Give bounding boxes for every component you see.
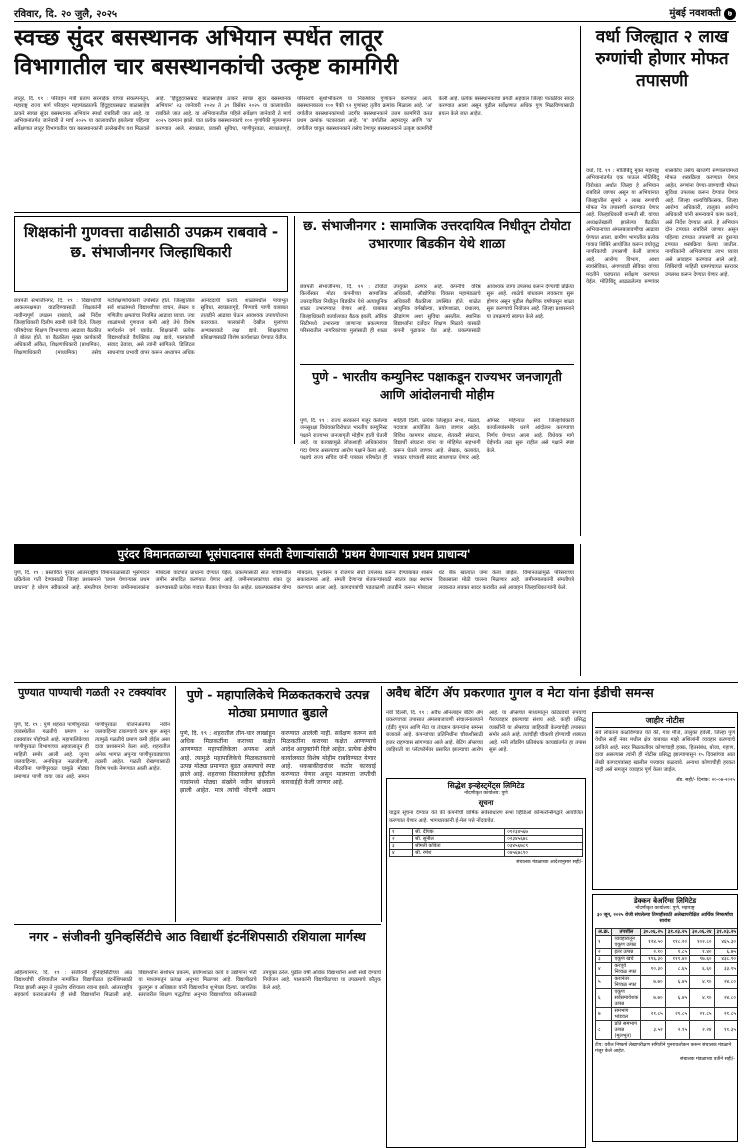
table-row	[596, 955, 739, 962]
story-teachers-headline	[14, 216, 288, 292]
results-sign: संचालक मंडळाच्या वतीने सही/-	[680, 1057, 735, 1063]
table-cell: ०४५६७८९०	[505, 850, 583, 857]
headline: विभागातील चार बसस्थानकांची उत्कृष्ट कामगिरी	[14, 54, 399, 81]
table-cell: श्री. रमेश	[412, 850, 504, 857]
table-cell: २	[390, 836, 413, 843]
table-row	[596, 948, 739, 955]
column-header: ३१.०३.२५	[714, 928, 738, 935]
story-bus-headline	[14, 26, 574, 90]
story-nagar-body: अहिल्यानगर, दि. १९ : संजीवनी युनिव्हर्सिटीच्या आठ विद्यार्थ्यांची रशियातील नामांकित विद्यापीठात इंटर्नशिपसाठी निवड झाली असून ते नुकतेच रशियाला रवाना झाले. आंतरराष्ट्रीय सहकार्य कराराअंतर्गत ही संधी विद्यार्थ्यांना मिळाली आहे. विद्यार्थ्यांना संशोधन प्रकल्प, प्रयोगशाळा कार्य व उद्योगांना भेटी या माध्यमातून प्रत्यक्ष अनुभव मिळणार आहे. विद्यापीठाचे कुलगुरू व अधिष्ठाता यांनी विद्यार्थ्यांना शुभेच्छा दिल्या. जागतिक स्तरावरील शिक्षण पद्धतीचा अनुभव विद्यार्थ्यांच्या करिअरसाठी उपयुक्त ठरेल. पुढील वर्षी अधिक विद्यार्थ्यांना अशी संधी देण्याचे नियोजन आहे. पालकांनी विद्यापीठाच्या या उपक्रमाचे कौतुक केले आहे.	[14, 970, 381, 999]
story-water-headline	[14, 686, 170, 720]
table-cell: ०१२३४५६७	[505, 829, 583, 836]
headline: वर्धा जिल्ह्यात २ लाख रुग्णांची होणार मोफत तपासणी	[595, 27, 729, 92]
table-row	[390, 850, 583, 857]
table-cell: २१.८५	[690, 1007, 714, 1020]
column-header: ३१.०३.२५	[665, 928, 689, 935]
story-teachers-body-continued	[14, 444, 288, 536]
table-cell: श्री. सुनील	[412, 836, 504, 843]
table-cell: ११८.२०	[665, 935, 689, 948]
story-toyota-headline	[300, 218, 574, 280]
table-cell: व्यवहारातून एकूण उत्पन्न	[612, 935, 641, 948]
column-header: तपशील	[612, 928, 641, 935]
table-cell: १०.३०	[641, 962, 665, 975]
table-cell: प्रति समभाग उत्पन्न (मूलभूत)	[612, 1020, 641, 1039]
table-cell: ३.५२	[641, 1020, 665, 1039]
table-cell: १	[390, 829, 413, 836]
table-cell: ६.४५	[665, 975, 689, 988]
notice-body: सर्व लोकांना कळविण्यात येते की, गाव मौजे, तालुका हवेली, जिल्हा पुणे येथील सर्व्हे नंबर मधील क्षेत्र याबाबत माझे अशिलांनी व्यवहार करण्याचे ठरविले आहे. सदर मिळकतीवर कोणाचाही हक्क, हितसंबंध, बोजा, गहाण, दावा असल्यास त्यांनी ही नोटीस प्रसिद्ध झाल्यापासून १५ दिवसांच्या आत लेखी कागदपत्रांसह खालील पत्त्यावर कळवावे. अन्यथा कोणाचीही हरकत नाही असे समजून व्यवहार पूर्ण केला जाईल.	[595, 730, 735, 774]
table-row	[390, 843, 583, 850]
story-water-body: पुणे, दि. १९ : पुणे शहरात पाणीपुरवठा व्यवस्थेतील गळतीचे प्रमाण २२ टक्क्यांवर पोहोचले आहे. महापालिकेच्या पाणीपुरवठा विभागाच्या अहवालातून ही माहिती समोर आली आहे. जुन्या जलवाहिन्या, अनधिकृत नळजोडणी, मीटरविना पाणीपुरवठा यामुळे मोठ्या प्रमाणात पाणी वाया जात आहे. समान पाणीपुरवठा योजनेअंतर्गत नवीन जलवाहिन्या टाकण्याचे काम सुरू असून त्यामुळे गळतीचे प्रमाण कमी होईल असा दावा प्रशासनाने केला आहे. शहरातील अनेक भागात अपुऱ्या पाणीपुरवठ्याच्या तक्रारी आहेत. गळती रोखण्यासाठी विशेष पथके नेमण्यात आली आहेत.	[14, 722, 170, 780]
table-row	[390, 836, 583, 843]
issue-date: रविवार, दि. २० जुलै, २०२५	[14, 8, 118, 20]
table-cell: करानंतर निव्वळ नफा	[612, 975, 641, 988]
table-cell: १२४.५०	[641, 935, 665, 948]
table-cell: ४३८.९०	[714, 955, 738, 962]
story-wardha-headline	[586, 26, 738, 136]
notice-body: याद्वारे सूचना देण्यात येते की कंपनीची वार्षिक सर्वसाधारण सभा व्हिडिओ कॉन्फरन्सिंगद्वारे आयोजित करण्यात येणार आहे. भागधारकांनी ई-मेल पत्ते नोंदवावेत.	[389, 810, 583, 824]
director-table	[389, 828, 583, 857]
table-row	[596, 975, 739, 988]
company-name: सिद्धेश इन्व्हेस्ट्मेंट्स लिमिटेड	[447, 781, 525, 790]
table-cell: २.९५	[665, 1020, 689, 1039]
table-cell: ६.६०	[690, 962, 714, 975]
story-toyota-body: छत्रपती संभाजीनगर, दि. १९ : टोयोटा किर्लोस्कर मोटर कंपनीच्या सामाजिक उत्तरदायित्व निधीतून बिडकीन येथे अत्याधुनिक शाळा उभारण्यात येणार आहे. याबाबत जिल्हाधिकारी कार्यालयात बैठक झाली. ऑरिक सिटीमध्ये उभारल्या जाणाऱ्या प्रकल्पाच्या परिसरातील नागरिकांच्या मुलांसाठी ही शाळा उपयुक्त ठरणार आहे. कंपनीचे वरिष्ठ अधिकारी, औद्योगिक विकास महामंडळाचे अधिकारी बैठकीला उपस्थित होते. शाळेत आधुनिक वर्गखोल्या, प्रयोगशाळा, ग्रंथालय, क्रीडांगण अशा सुविधा असतील. स्थानिक विद्यार्थ्यांना दर्जेदार शिक्षण मिळावे यासाठी कंपनी पुढाकार घेत आहे. प्रकल्पासाठी आवश्यक जागा उपलब्ध करून देण्याची प्रक्रिया सुरू आहे. शाळेचे बांधकाम लवकरच सुरू होणार असून पुढील शैक्षणिक वर्षापासून शाळा सुरू करण्याचे नियोजन आहे. जिल्हा प्रशासनाने या उपक्रमाचे स्वागत केले आहे.	[300, 284, 574, 335]
table-cell: १.८५	[665, 948, 689, 955]
deccan-results	[592, 894, 738, 1142]
column-header: अ.क्र.	[596, 928, 612, 935]
table-cell: ४	[596, 962, 612, 975]
table-row	[596, 962, 739, 975]
table-cell: २१.८५	[714, 1007, 738, 1020]
table-cell: इतर उत्पन्न	[612, 948, 641, 955]
story-wardha-body-continued	[586, 544, 738, 676]
table-cell: ८	[596, 1020, 612, 1039]
table-cell: ४	[390, 850, 413, 857]
table-cell: २१.८५	[641, 1007, 665, 1020]
table-cell: ४.९०	[690, 975, 714, 988]
story-ed-headline	[386, 686, 738, 708]
table-title: ३० जून, २०२५ रोजी संपलेल्या तिमाहीसाठी अलेखापरीक्षित आर्थिक निष्कर्षांचा सारांश	[596, 913, 734, 925]
column-header: ३०.०६.२४	[690, 928, 714, 935]
page-number: ७	[724, 8, 736, 20]
table-row	[596, 1020, 739, 1039]
notice-title: सूचना	[478, 799, 494, 808]
table-cell: २१.८५	[665, 1007, 689, 1020]
table-cell: ५	[596, 975, 612, 988]
headline: छ. संभाजीनगर : सामाजिक उत्तरदायित्व निधीतून टोयोटा उभारणार बिडकीन येथे शाळा	[303, 219, 571, 252]
notice-title: जाहीर नोटीस	[595, 715, 735, 728]
table-cell: ३	[596, 955, 612, 962]
table-cell: ७.७०	[641, 988, 665, 1007]
table-cell: १	[596, 935, 612, 948]
table-cell: ०३४५६७८९	[505, 843, 583, 850]
table-cell: श्रीमती कविता	[412, 843, 504, 850]
table-cell: ३३.१५	[714, 962, 738, 975]
table-cell: ४६५.३०	[714, 935, 738, 948]
table-cell: ६.७५	[714, 948, 738, 955]
story-wardha-body: वर्धा, दि. १९ : मोतिबिंदू मुक्त महाराष्ट्र अभियानांतर्गत एक पाऊल मोतिबिंदू विरोधात अर्थात जिल्हा हे अभियान राबविले जाणार असून या अभियानात जिल्ह्यातील सुमारे २ लाख रुग्णांची मोफत नेत्र तपासणी करण्यात येणार आहे. जिल्हाधिकारी वान्मती सी. यांच्या अध्यक्षतेखाली झालेल्या बैठकीत अभियानाच्या अंमलबजावणीचा आढावा घेण्यात आला. ग्रामीण भागातील प्रत्येक गावात शिबिरे आयोजित करून वयोवृद्ध नागरिकांची तपासणी केली जाणार आहे. आरोग्य विभाग, आशा स्वयंसेविका, अंगणवाडी सेविका यांच्या मदतीने घराघरात सर्वेक्षण करण्यात येईल. मोतिबिंदू आढळलेल्या रुग्णांवर शासकीय तसेच खाजगी रुग्णालयांमध्ये मोफत शस्त्रक्रिया करण्यात येणार आहेत. रुग्णांना येण्या-जाण्याची मोफत सुविधा उपलब्ध करून देण्यात येणार आहे. जिल्हा शल्यचिकित्सक, जिल्हा आरोग्य अधिकारी, तालुका आरोग्य अधिकारी यांनी समन्वयाने काम करावे, असे निर्देश देण्यात आले. हे अभियान दोन टप्प्यात राबविले जाणार असून पहिल्या टप्प्यात तपासणी तर दुसऱ्या टप्प्यात शस्त्रक्रिया केल्या जातील. नागरिकांनी अभियानाचा लाभ घ्यावा असे आवाहन करण्यात आले आहे. शिबिरांची माहिती ग्रामपंचायत स्तरावर उपलब्ध करून देण्यात येणार आहे.	[586, 168, 738, 286]
column-header: ३०.०६.२५	[641, 928, 665, 935]
table-cell: करपूर्व निव्वळ नफा	[612, 962, 641, 975]
table-row	[596, 1007, 739, 1020]
siddhesh-notice	[386, 778, 586, 1148]
table-cell: १.४०	[690, 948, 714, 955]
story-nagar-headline	[14, 928, 381, 968]
table-cell: ८.६५	[665, 962, 689, 975]
table-cell: २४.८०	[714, 975, 738, 988]
headline: पुण्यात पाण्याची गळती २२ टक्क्यांवर	[17, 686, 167, 699]
table-cell: समभाग भांडवल	[612, 1007, 641, 1020]
story-pmc-headline	[180, 686, 376, 726]
table-cell: ७	[596, 1007, 612, 1020]
table-cell: २	[596, 948, 612, 955]
table-cell: १०२.८०	[690, 935, 714, 948]
story-cpi-headline	[300, 368, 574, 416]
table-cell: २४.८०	[714, 988, 738, 1007]
table-footer: टीप: वरील निष्कर्ष लेखापरीक्षण समितीने पुनरावलोकन करून संचालक मंडळाने मंजूर केले आहेत.	[595, 1042, 732, 1054]
table-cell: २.२४	[690, 1020, 714, 1039]
story-purandar-banner: पुरंदर विमानतळाच्या भूसंपादनास संमती देणाऱ्यांसाठी 'प्रथम येणाऱ्यास प्रथम प्राधान्य'	[14, 544, 574, 564]
table-cell: १११.४०	[665, 955, 689, 962]
public-notice	[592, 712, 738, 890]
notice-sign: ॲड. सही/- दिनांक: २०-०७-२०२५	[675, 778, 735, 784]
headline: पुणे - महापालिकेचे मिळकतकराचे उत्पन्न मोठ्या प्रमाणात बुडाले	[186, 687, 370, 720]
headline: स्वच्छ सुंदर बसस्थानक अभियान स्पर्धेत लातूर	[14, 26, 383, 51]
headline: अवैध बेटिंग ॲप प्रकरणात गुगल व मेटा यांना ईडीची समन्स	[386, 686, 654, 700]
table-cell: २.१०	[641, 948, 665, 955]
story-purandar-body: पुणे, दि. १९ : प्रस्तावित पुरंदर आंतरराष्ट्रीय विमानतळासाठी भूसंपादन प्रक्रियेला गती देण्यासाठी जिल्हा प्रशासनाने 'प्रथम येणाऱ्यास प्रथम प्राधान्य' हे धोरण स्वीकारले आहे. संमतीपत्र देणाऱ्या जमीनमालकांना मोबदला वाटपात प्राधान्य देण्यात येईल. प्रकल्पासाठी सात गावांमधील जमीन संपादित करण्यात येणार आहे. जमीनमालकांच्या शंका दूर करण्यासाठी प्रत्येक गावात बैठका घेण्यात येत आहेत. प्रकल्पग्रस्तांना योग्य मोबदला, पुनर्वसन व रोजगार संधी उपलब्ध करून देण्याबाबत शासन सकारात्मक आहे. संमती देणाऱ्या शेतकऱ्यांसाठी स्वतंत्र कक्ष स्थापन करण्यात आला आहे. कागदपत्रांची पडताळणी तातडीने करून मोबदला थेट बँक खात्यात जमा केला जाईल. विमानतळामुळे परिसराच्या विकासाला मोठी चालना मिळणार आहे. जमीनमालकांनी संमतीपत्रे लवकरात लवकर सादर करावीत असे आवाहन जिल्हाधिकाऱ्यांनी केले.	[14, 570, 574, 591]
table-cell: ६	[596, 988, 612, 1007]
headline: पुणे - भारतीय कम्युनिस्ट पक्षाकडून राज्यभर जनजागृती आणि आंदोलनाची मोहीम	[312, 369, 562, 402]
table-cell: ११६.३०	[641, 955, 665, 962]
masthead	[14, 4, 736, 22]
table-row	[596, 988, 739, 1007]
company-name: डेक्कन बेअरिंग्स लिमिटेड	[633, 897, 697, 905]
company-address: नोंदणीकृत कार्यालय: पुणे	[464, 791, 508, 796]
table-row	[596, 935, 739, 948]
story-ed-body: नवी दिल्ली, दि. १९ : अवैध ऑनलाइन बेटिंग ॲप प्रकरणाच्या तपासात अंमलबजावणी संचालनालयाने (ईडी) गुगल आणि मेटा या तंत्रज्ञान कंपन्यांना समन्स बजावले आहे. कंपन्यांच्या प्रतिनिधींना चौकशीसाठी हजर राहण्यास सांगण्यात आले आहे. बेटिंग ॲप्सच्या जाहिराती या प्लॅटफॉर्मवर प्रसारित झाल्याचा आरोप आहे. या ॲप्सच्या माध्यमातून कोट्यवधी रुपयांचे गैरव्यवहार झाल्याचा संशय आहे. काही प्रसिद्ध व्यक्तींनी या ॲप्सच्या जाहिराती केल्याचेही तपासात समोर आले आहे. त्यांचीही चौकशी होण्याची शक्यता आहे. मनी लाँडरिंग प्रतिबंधक कायद्यांतर्गत हा तपास सुरू आहे.	[386, 710, 586, 754]
table-cell: ६.४५	[665, 988, 689, 1007]
paper-name: मुंबई नवशक्ती ७	[669, 5, 736, 20]
headline: शिक्षकांनी गुणवत्ता वाढीसाठी उपक्रम राबवावे - छ. संभाजीनगर जिल्हाधिकारी	[23, 223, 279, 262]
table-row	[390, 829, 583, 836]
table-cell: ९७.६०	[690, 955, 714, 962]
table-cell: ४.९०	[690, 988, 714, 1007]
table-cell: ७.७०	[641, 975, 665, 988]
table-cell: एकूण सर्वसमावेशक उत्पन्न	[612, 988, 641, 1007]
table-cell: एकूण खर्च	[612, 955, 641, 962]
story-cpi-body: पुणे, दि. १९ : राज्य सरकारने मंजूर केलेल्या जनसुरक्षा विधेयकाविरोधात भारतीय कम्युनिस्ट पक्षाने राज्यभर जनजागृती मोहीम हाती घेतली आहे. या कायद्यामुळे लोकशाही अधिकारांवर गदा येणार असल्याचा आरोप पक्षाने केला आहे. पक्षाचे राज्य सचिव यांनी पत्रकार परिषदेत ही माहिती दिली. प्रत्येक जिल्ह्यात सभा, मेळावे, पदयात्रा आयोजित केल्या जाणार आहेत. विविध कामगार संघटना, शेतकरी संघटना, विद्यार्थी संघटना यांना या मोहिमेत सहभागी करून घेतले जाणार आहे. लेखक, कलावंत, पत्रकार यांच्याशी संवाद साधण्यात येणार आहे. ऑगस्ट महिन्यात सर्व जिल्हाधिकारी कार्यालयांसमोर धरणे आंदोलन करण्याचा निर्णय घेण्यात आला आहे. विधेयक मागे घेईपर्यंत लढा सुरू राहील असे पक्षाने स्पष्ट केले.	[300, 418, 574, 462]
story-teachers-body: छत्रपती संभाजीनगर, दि. १९ : विद्यार्थ्यांची आकलनक्षमता वाढविण्यासाठी शिक्षकांनी नावीन्यपूर्ण उपक्रम राबवावे, असे निर्देश जिल्हाधिकारी दिलीप स्वामी यांनी दिले. जिल्हा परिषदेच्या शिक्षण विभागाच्या आढावा बैठकीत ते बोलत होते. या बैठकीला मुख्य कार्यकारी अधिकारी अंकित, शिक्षणाधिकारी (प्राथमिक), शिक्षणाधिकारी (माध्यमिक) तसेच गटशिक्षणाधिकारी उपस्थित होते. जिल्ह्यातील सर्व शाळांमध्ये विद्यार्थ्यांच्या वाचन, लेखन व गणितीय क्षमतांचा नियमित आढावा घ्यावा. ज्या शाळांमध्ये गुणवत्ता कमी आहे तेथे विशेष मार्गदर्शन वर्ग घ्यावेत. शिक्षकांनी प्रत्येक विद्यार्थ्याकडे वैयक्तिक लक्ष द्यावे, पालकांशी संवाद ठेवावा, असे त्यांनी सांगितले. डिजिटल साधनांचा प्रभावी वापर करून अध्यापन अधिक आनंददायी करावे. शाळांमधील पायाभूत सुविधा, स्वच्छतागृहे, पिण्याचे पाणी याबाबत तातडीने आढावा घेऊन आवश्यक उपाययोजना कराव्यात. पालकांनी देखील मुलांच्या अभ्यासाकडे लक्ष द्यावे. शिक्षकांच्या प्रशिक्षणासाठी विशेष कार्यशाळा घेण्यात येतील.	[14, 298, 288, 356]
table-header-row	[596, 928, 739, 935]
table-cell: ११.३५	[714, 1020, 738, 1039]
story-bus-body: लातूर, दि. १९ : परिवहन मंत्री प्रताप सरनाईक यांच्या संकल्पनेतून, महाराष्ट्र राज्य मार्ग परिवहन महामंडळातर्फे हिंदुहृदयसम्राट बाळासाहेब ठाकरे स्वच्छ सुंदर बसस्थानक अभियान स्पर्धा राबविली जात आहे. या अभियानांतर्गत जानेवारी ते मार्च २०२५ या कालावधीत झालेल्या पहिल्या सर्वेक्षणात लातूर विभागातील चार बसस्थानकांनी उल्लेखनीय यश मिळवले आहे. 'हिंदुहृदयसम्राट बाळासाहेब ठाकरे स्वच्छ सुंदर बसस्थानक अभियान' २३ जानेवारी २०२४ ते ३१ डिसेंबर २०२५ या कालावधीत राबविले जात आहे. या अभियानातील पहिले सर्वेक्षण जानेवारी ते मार्च २०२५ दरम्यान झाले. यात प्रत्येक बसस्थानकाचे १०० गुणांपैकी मूल्यमापन करण्यात आले. स्वच्छता, प्रवासी सुविधा, पाणीपुरवठा, स्वच्छतागृहे, परिसराचे सुशोभीकरण या निकषांवर गुणांकन करण्यात आले. बसस्थानकाला १०० पैकी ९२ गुणांसह तृतीय क्रमांक मिळाला आहे. 'अ' वर्गातील बसस्थानकांमध्ये उदगीर बसस्थानकाने उत्तम कामगिरी करत प्रथम क्रमांक पटकावला आहे. 'ब' वर्गातील अहमदपूर आणि 'क' वर्गातील चाकूर बसस्थानकाने तसेच रेणापूर बसस्थानकाने उत्कृष्ट कामगिरी केली आहे. प्रत्येक बसस्थानकाचा प्रगती अहवाल जिल्हा पातळीवर सादर करण्यात आला असून पुढील सर्वेक्षणात अधिक गुण मिळविण्यासाठी प्रयत्न केले जात आहेत.	[14, 96, 574, 132]
story-pmc-body: पुणे, दि. १९ : शहरातील तीन-चार लाखांहून अधिक मिळकतींना कराच्या कक्षेत आणण्यात महापालिकेला अपयश आले आहे. त्यामुळे महापालिकेचे मिळकतकराचे उत्पन्न मोठ्या प्रमाणात बुडत असल्याचे स्पष्ट झाले आहे. शहराच्या विस्तारलेल्या हद्दीतील गावांमध्ये मोठ्या संख्येने नवीन बांधकामे झाली आहेत. मात्र त्यांची नोंदणी अद्याप करण्यात आलेली नाही. सर्वेक्षण करून सर्व मिळकतींना कराच्या कक्षेत आणण्याचे आदेश आयुक्तांनी दिले आहेत. प्रत्येक क्षेत्रीय कार्यालयात विशेष मोहीम राबविण्यात येणार आहे. थकबाकीदारांवर कठोर कारवाई करण्यात येणार असून मालमत्ता जप्तीची कारवाईही केली जाणार आहे.	[180, 730, 376, 795]
table-cell: ३	[390, 843, 413, 850]
headline: नगर - संजीवनी युनिव्हर्सिटीचे आठ विद्यार्थी इंटर्नशिपसाठी रशियाला मार्गस्थ	[29, 929, 366, 944]
company-address: नोंदणीकृत कार्यालय: पुणे, महाराष्ट्र	[635, 906, 695, 911]
table-cell: श्री. दीपक	[412, 829, 504, 836]
notice-sign: संचालक मंडळाच्या आदेशानुसार सही/-	[516, 860, 583, 866]
financial-table	[595, 928, 738, 1040]
table-cell: ०२३४५६७८	[505, 836, 583, 843]
